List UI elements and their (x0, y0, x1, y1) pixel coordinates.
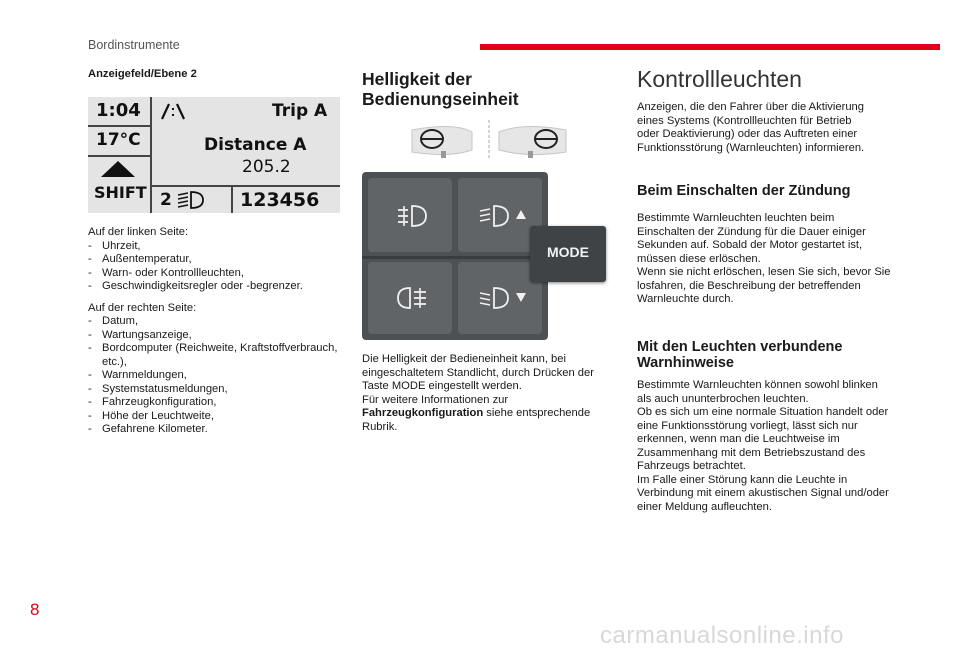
section-title: Bordinstrumente (88, 38, 180, 52)
list-item: - Gefahrene Kilometer. (88, 423, 343, 437)
control-panel-photo (362, 172, 548, 340)
ignition-paragraph-1: Bestimmte Warnleuchten leuchten beim Einschalten der Zündung für die Dauer einiger Sekunden auf. Sobald der Motor gestartet ist, müssen diese erlöschen. (637, 212, 866, 265)
front-fog-light-icon (396, 286, 428, 310)
list-item: - Uhrzeit, (88, 240, 343, 254)
right-side-intro: Auf der rechten Seite: (88, 301, 197, 314)
clock-readout: 1:04 (96, 100, 141, 121)
headlamp-level-icon (478, 286, 510, 310)
distance-value: 205.2 (242, 157, 291, 177)
ignition-text (637, 212, 891, 307)
warning-lights-title: Kontrollleuchten (637, 66, 802, 92)
left-side-list (88, 240, 343, 294)
right-side-list (88, 315, 343, 437)
arrow-up-icon (516, 210, 526, 219)
page-number: 8 (30, 600, 40, 619)
mode-button[interactable] (530, 226, 606, 282)
associated-warnings-text (637, 379, 891, 514)
warnings-paragraph-1: Bestimmte Warnleuchten können sowohl blinken als auch ununterbrochen leuchten. (637, 379, 878, 405)
ignition-paragraph-2: Wenn sie nicht erlöschen, lesen Sie sich, bevor Sie losfahren, die Beschreibung der betreffenden Warnleuchte durch. (637, 266, 891, 305)
list-item: - Warn- oder Kontrollleuchten, (88, 267, 343, 281)
headlamp-level-icon (478, 204, 510, 228)
list-item: - Höhe der Leuchtweite, (88, 410, 343, 424)
arrow-down-icon (516, 293, 526, 302)
front-fog-light-button[interactable] (368, 262, 452, 334)
mode-button-label: MODE (547, 244, 589, 260)
config-reference (362, 407, 620, 434)
warnings-paragraph-3: Im Falle einer Störung kann die Leuchte in Verbindung mit einem akustischen Signal und/oder einer Meldung aufleuchten. (637, 473, 889, 513)
rear-fog-light-icon (396, 204, 428, 228)
rear-fog-light-button[interactable] (368, 178, 452, 252)
left-side-list-block (88, 226, 343, 437)
config-reference-rest: siehe entsprechende Rubrik. (362, 407, 591, 433)
list-item: - Geschwindigkeitsregler oder -begrenzer. (88, 280, 343, 294)
ignition-heading: Beim Einschalten der Zündung (637, 183, 851, 199)
list-item: - Warnmeldungen, (88, 369, 343, 383)
config-reference-bold: Fahrzeugkonfiguration (362, 407, 484, 419)
instrument-display (88, 97, 340, 213)
headlamp-level: 2 (160, 190, 172, 210)
watermark: carmanualsonline.info (600, 622, 844, 649)
shift-indicator: SHIFT (94, 183, 147, 202)
steering-position-illustration (404, 118, 584, 160)
associated-warnings-heading: Mit den Leuchten verbundene Warnhinweise (637, 339, 843, 371)
list-item: - Systemstatusmeldungen, (88, 383, 343, 397)
list-item: - Wartungsanzeige, (88, 329, 343, 343)
shift-arrow-icon (101, 161, 135, 179)
temperature-readout: 17°C (96, 130, 141, 150)
odometer-readout: 123456 (240, 189, 320, 211)
warnings-paragraph-2: Ob es sich um eine normale Situation handelt oder eine Funktionsstörung vorliegt, lässt sich nur erkennen, wenn man die Leuchtweise im Zusammenhang mit dem Betriebszustand des Fahrzeugs betrachtet. (637, 406, 889, 472)
trip-label: Trip A (272, 101, 328, 121)
list-item: - Fahrzeugkonfiguration, (88, 396, 343, 410)
brightness-heading: Helligkeit der Bedienungseinheit (362, 69, 519, 109)
more-info-paragraph: Für weitere Informationen zur (362, 393, 509, 406)
list-item: - Datum, (88, 315, 343, 329)
brightness-paragraph: Die Helligkeit der Bedieneinheit kann, bei eingeschaltetem Standlicht, durch Drücken der Taste MODE eingestellt werden. (362, 353, 594, 392)
list-item: - Bordcomputer (Reichweite, Kraftstoffverbrauch, etc.), (88, 342, 343, 369)
header-accent-bar (480, 44, 940, 50)
warning-lights-intro: Anzeigen, die den Fahrer über die Aktivierung eines Systems (Kontrollleuchten für Betrieb oder Deaktivierung) oder das Auftreten einer Funktionsstörung (Warnleuchten) informieren. (637, 101, 865, 154)
column-display-info (88, 68, 343, 100)
left-side-intro: Auf der linken Seite: (88, 226, 189, 238)
headlamp-beam-icon (176, 190, 206, 210)
list-item: - Außentemperatur, (88, 253, 343, 267)
distance-label: Distance A (204, 135, 307, 155)
road-lane-icon (160, 102, 186, 120)
brightness-text (362, 353, 620, 434)
display-subtitle: Anzeigefeld/Ebene 2 (88, 68, 197, 80)
